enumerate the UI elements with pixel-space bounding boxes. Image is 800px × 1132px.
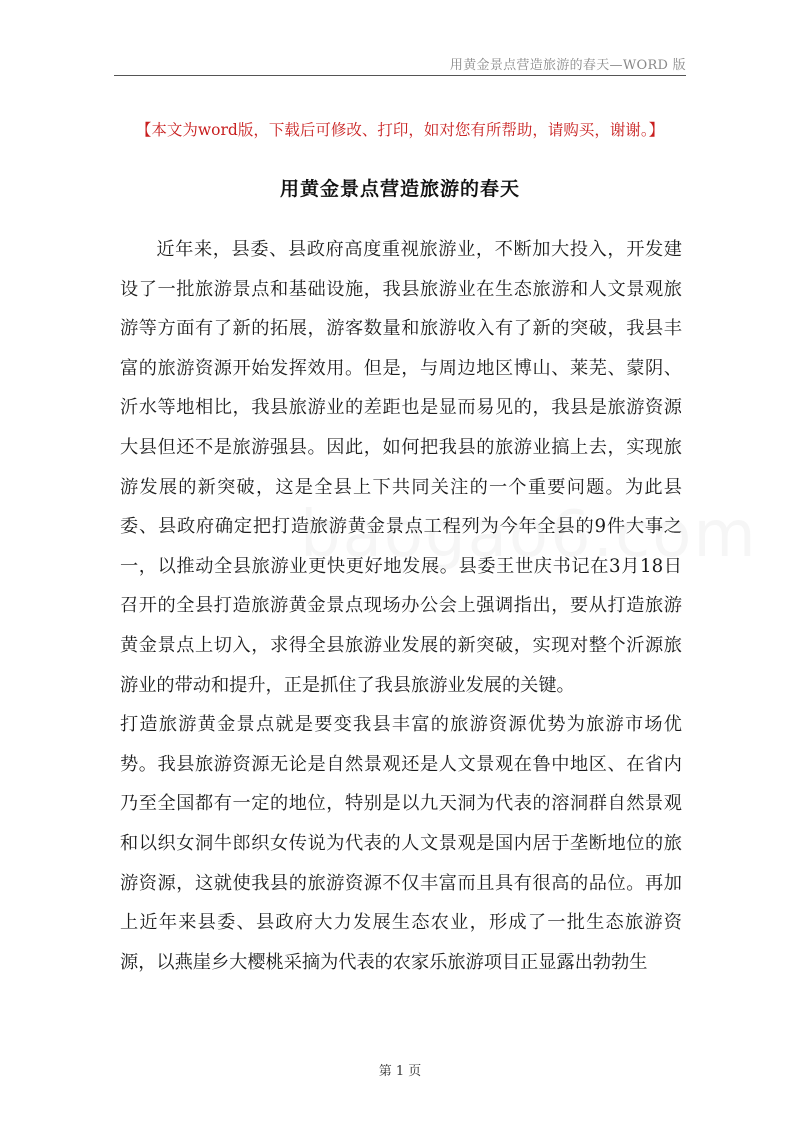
- header-title: 用黄金景点营造旅游的春天—WORD 版: [449, 58, 686, 73]
- page-header: [114, 48, 686, 76]
- document-body: [120, 230, 682, 982]
- paragraph-1: 近年来，县委、县政府高度重视旅游业，不断加大投入，开发建设了一批旅游景点和基础设施，我县旅游业在生态旅游和人文景观旅游等方面有了新的拓展，游客数量和旅游收入有了新的突破，我县丰富的旅游资源开始发挥效用。但是，与周边地区博山、莱芜、蒙阴、沂水等地相比，我县旅游业的差距也是显而易见的，我县是旅游资源大县但还不是旅游强县。因此，如何把我县的旅游业搞上去，实现旅游发展的新突破，这是全县上下共同关注的一个重要问题。为此县委、县政府确定把打造旅游黄金景点工程列为今年全县的9件大事之一，以推动全县旅游业更快更好地发展。县委王世庆书记在3月18日召开的全县打造旅游黄金景点现场办公会上强调指出，要从打造旅游黄金景点上切入，求得全县旅游业发展的新突破，实现对整个沂源旅游业的带动和提升，正是抓住了我县旅游业发展的关键。: [120, 239, 682, 696]
- document-title: 用黄金景点营造旅游的春天: [279, 178, 520, 200]
- page-number: 第 1 页: [378, 1064, 422, 1079]
- paragraph-2: 打造旅游黄金景点就是要变我县丰富的旅游资源优势为旅游市场优势。我县旅游资源无论是自然景观还是人文景观在鲁中地区、在省内乃至全国都有一定的地位，特别是以九天洞为代表的溶洞群自然景观和以织女洞牛郎织女传说为代表的人文景观是国内居于垄断地位的旅游资源，这就使我县的旅游资源不仅丰富而且具有很高的品位。再加上近年来县委、县政府大力发展生态农业，形成了一批生态旅游资源，以燕崖乡大樱桃采摘为代表的农家乐旅游项目正显露出勃勃生: [120, 714, 682, 973]
- purchase-notice: 【本文为word版，下载后可修改、打印，如对您有所帮助，请购买，谢谢。】: [135, 121, 665, 139]
